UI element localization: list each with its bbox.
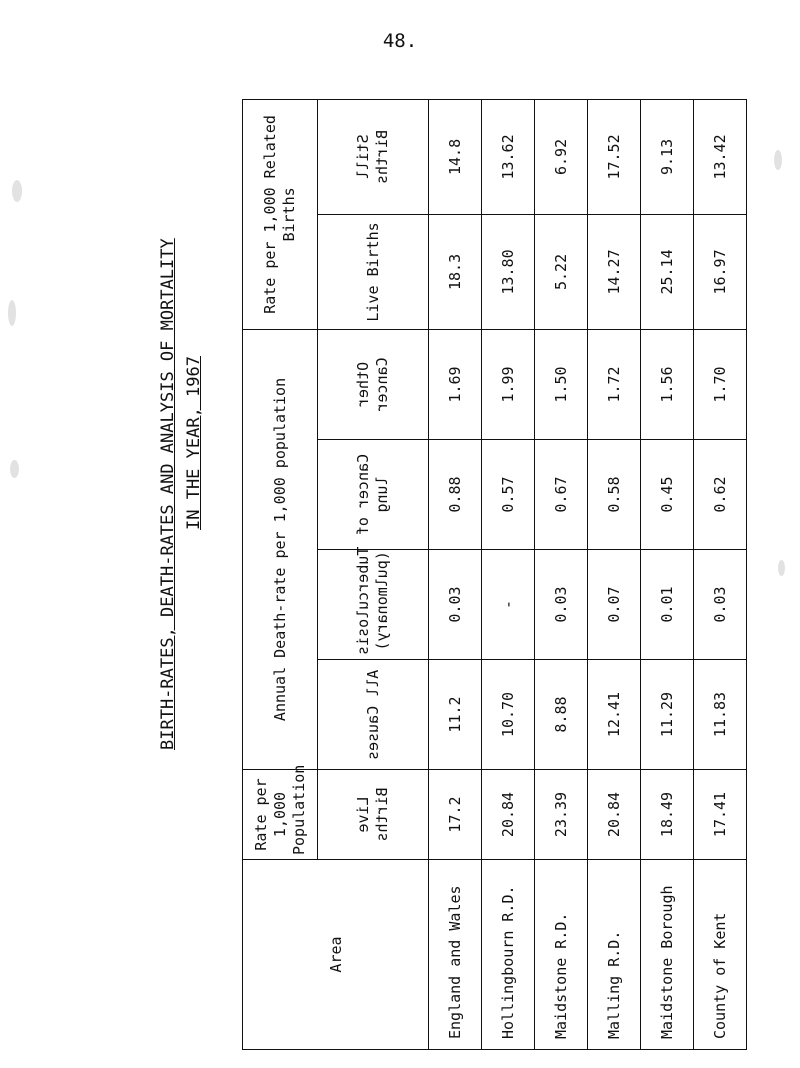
page-number: 48. <box>382 30 418 52</box>
tuberculosis-cell: 0.03 <box>429 550 482 660</box>
live-births-column-label: Live Births <box>354 787 391 842</box>
all-causes-cell: 8.88 <box>535 660 588 770</box>
vital-statistics-table <box>242 99 747 1050</box>
total-deaths-under-1-year-column-header: Live Births <box>318 214 429 329</box>
title-line-2: IN THE YEAR, 1967 <box>184 356 204 530</box>
still-births-column-header <box>318 99 429 214</box>
infant-deaths-cell: 5.22 <box>535 214 588 329</box>
live-birth-rate-cell: 20.84 <box>588 770 641 860</box>
live-birth-rate-cell: 20.84 <box>482 770 535 860</box>
table-row <box>482 99 535 1049</box>
live-birth-rate-cell: 17.41 <box>694 770 747 860</box>
table-row <box>694 99 747 1049</box>
cancer-of-lung-cell: 0.67 <box>535 440 588 550</box>
other-cancer-cell: 1.69 <box>429 329 482 439</box>
tuberculosis-cell: 0.03 <box>694 550 747 660</box>
infant-deaths-cell: 25.14 <box>641 214 694 329</box>
area-cell: Hollingbourn R.D. <box>482 860 535 1050</box>
still-births-cell: 13.42 <box>694 99 747 214</box>
tuberculosis-cell: 0.01 <box>641 550 694 660</box>
tuberculosis-cell: 0.03 <box>535 550 588 660</box>
rate-per-1000-population-header: Rate per 1,000 Population <box>243 770 318 860</box>
tuberculosis-column-header <box>318 546 429 660</box>
still-births-column-label: Still Births <box>354 129 391 185</box>
other-cancer-cell: 1.50 <box>535 329 588 439</box>
infant-deaths-cell: 13.80 <box>482 214 535 329</box>
all-causes-cell: 10.70 <box>482 660 535 770</box>
scan-speck <box>774 150 782 170</box>
other-cancer-cell: 1.72 <box>588 329 641 439</box>
infant-deaths-cell: 16.97 <box>694 214 747 329</box>
rotated-table-page <box>150 100 750 1050</box>
other-cancer-cell: 1.70 <box>694 329 747 439</box>
other-cancer-column-label: Other Cancer <box>354 357 391 412</box>
live-birth-rate-cell: 23.39 <box>535 770 588 860</box>
other-cancer-cell: 1.56 <box>641 329 694 439</box>
cancer-of-lung-cell: 0.88 <box>429 440 482 550</box>
cancer-of-lung-column-label: Cancer of lung <box>354 453 391 536</box>
cancer-of-lung-cell: 0.62 <box>694 440 747 550</box>
area-cell: Maidstone Borough <box>641 860 694 1050</box>
all-causes-column-label: All Causes <box>363 669 382 760</box>
table-row <box>429 99 482 1049</box>
all-causes-cell: 12.41 <box>588 660 641 770</box>
live-birth-rate-cell: 17.2 <box>429 770 482 860</box>
area-cell: County of Kent <box>694 860 747 1050</box>
rate-per-1000-related-births-header: Rate per 1,000 Related Births <box>243 99 318 329</box>
scan-speck <box>8 300 16 326</box>
all-causes-cell: 11.83 <box>694 660 747 770</box>
still-births-cell: 6.92 <box>535 99 588 214</box>
all-causes-cell: 11.29 <box>641 660 694 770</box>
live-birth-rate-cell: 18.49 <box>641 770 694 860</box>
area-cell: Malling R.D. <box>588 860 641 1050</box>
all-causes-column-header <box>318 660 429 770</box>
still-births-cell: 17.52 <box>588 99 641 214</box>
table-row <box>535 99 588 1049</box>
cancer-of-lung-cell: 0.57 <box>482 440 535 550</box>
scan-speck <box>12 180 22 202</box>
still-births-cell: 14.8 <box>429 99 482 214</box>
all-causes-cell: 11.2 <box>429 660 482 770</box>
scan-speck <box>778 560 785 576</box>
live-births-column-header <box>318 770 429 860</box>
title-line-1: BIRTH-RATES, DEATH-RATES AND ANALYSIS OF MORTALITY <box>158 238 178 750</box>
cancer-of-lung-cell: 0.58 <box>588 440 641 550</box>
tuberculosis-cell: 0.07 <box>588 550 641 660</box>
document-title <box>150 100 210 1050</box>
area-header: Area <box>243 860 429 1050</box>
cancer-of-lung-column-header <box>318 440 429 550</box>
other-cancer-cell: 1.99 <box>482 329 535 439</box>
cancer-of-lung-cell: 0.45 <box>641 440 694 550</box>
still-births-cell: 13.62 <box>482 99 535 214</box>
table-row <box>641 99 694 1049</box>
still-births-cell: 9.13 <box>641 99 694 214</box>
table-row <box>588 99 641 1049</box>
scan-speck <box>10 460 19 478</box>
annual-death-rate-header: Annual Death-rate per 1,000 population <box>243 329 318 769</box>
infant-deaths-cell: 14.27 <box>588 214 641 329</box>
tuberculosis-cell: - <box>482 550 535 660</box>
other-cancer-column-header <box>318 329 429 439</box>
tuberculosis-column-label: Tuberculosis (pulmonary) <box>354 546 391 655</box>
area-cell: England and Wales <box>429 860 482 1050</box>
area-cell: Maidstone R.D. <box>535 860 588 1050</box>
infant-deaths-cell: 18.3 <box>429 214 482 329</box>
